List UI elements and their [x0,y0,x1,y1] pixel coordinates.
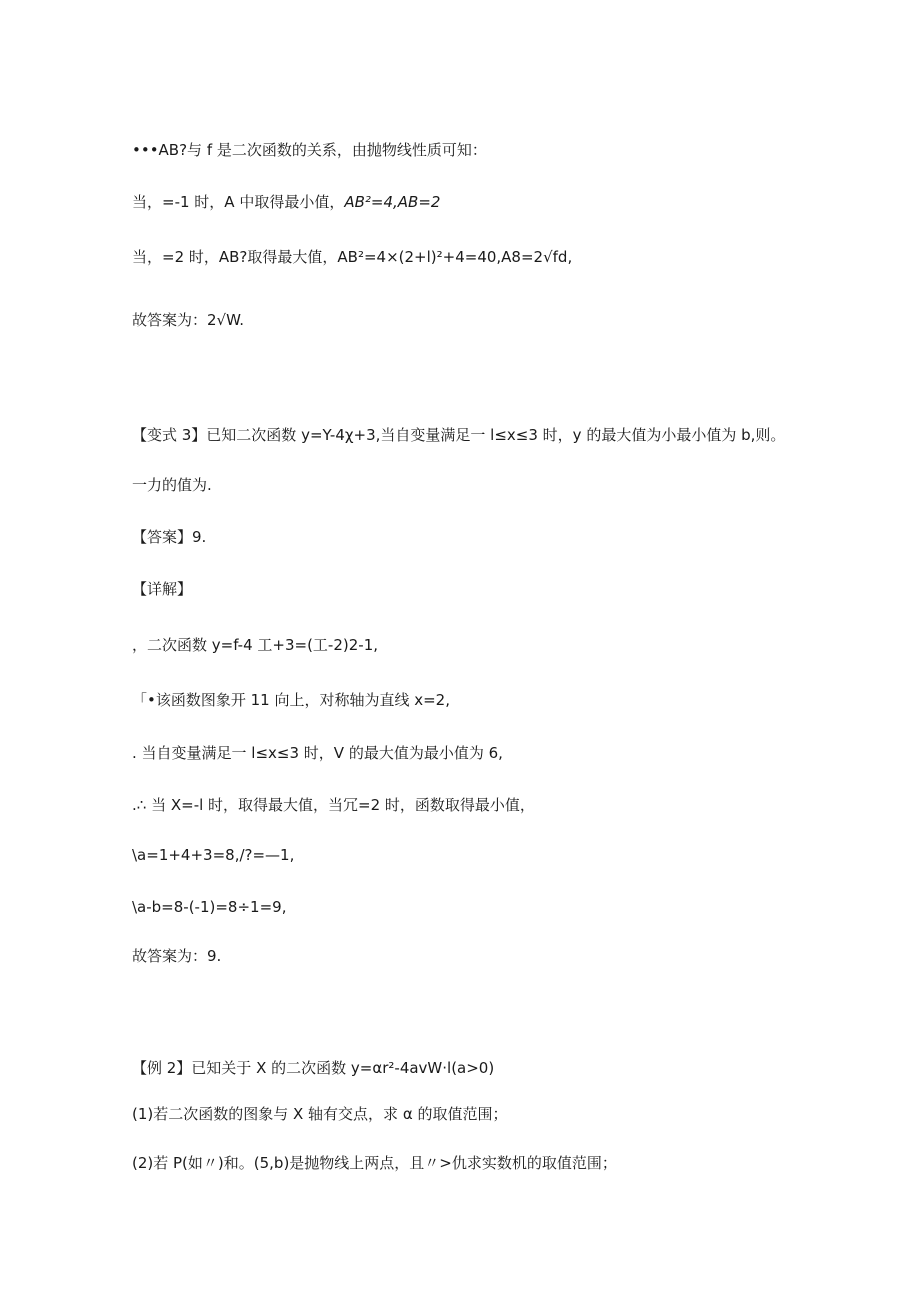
text-line-9: ，二次函数 y=f-4 工+3=(工-2)2-1, [132,636,379,654]
text-line-12: .∴ 当 X=-l 时，取得最大值，当冗=2 时，函数取得最小值， [132,796,535,814]
text-line-8: 【详解】 [132,580,193,598]
text-line-10: 「•该函数图象开 11 向上，对称轴为直线 x=2, [132,691,450,709]
text-line-7: 【答案】9. [132,528,207,546]
text-line-13: \a=1+4+3=8,/?=—1, [132,846,295,864]
text-line-15: 故答案为：9. [132,947,222,965]
text-line-2-main: 当，=-1 时，A 中取得最小值， [132,193,345,211]
text-line-11: . 当自变量满足一 l≤x≤3 时，V 的最大值为最小值为 6, [132,744,503,762]
text-line-18: (2)若 P(如〃)和。(5,b)是抛物线上两点，且〃>仇求实数机的取值范围； [132,1154,617,1172]
text-line-5: 【变式 3】已知二次函数 y=Y-4χ+3,当自变量满足一 l≤x≤3 时，y 的最大值为小最小值为 b,则。 [132,426,786,444]
text-line-2 [132,192,440,212]
text-line-6: 一力的值为. [132,476,212,494]
text-line-3: 当，=2 时，AB?取得最大值，AB²=4×(2+l)²+4=40,A8=2√fd, [132,248,573,266]
text-line-17: (1)若二次函数的图象与 X 轴有交点，求 α 的取值范围； [132,1105,508,1123]
text-line-14: \a-b=8-(-1)=8÷1=9, [132,898,287,916]
text-line-2-formula: AB²=4,AB=2 [344,193,441,211]
text-line-16: 【例 2】已知关于 X 的二次函数 y=αr²-4avW·l(a>0) [132,1059,495,1077]
text-line-1: •••AB?与 f 是二次函数的关系，由抛物线性质可知： [132,141,487,159]
text-line-4: 故答案为：2√W. [132,311,244,329]
